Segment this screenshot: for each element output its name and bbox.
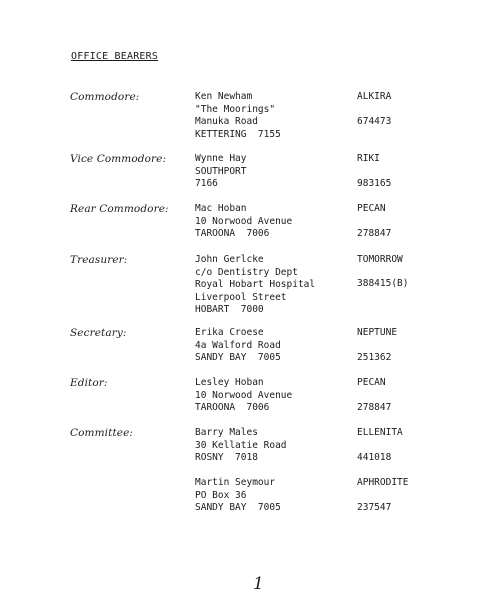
yacht-name: ELLENITA	[357, 427, 403, 438]
address-block	[195, 91, 281, 141]
address-line: SOUTHPORT	[195, 165, 247, 177]
address-line: Wynne Hay	[195, 153, 247, 164]
address-line: Royal Hobart Hospital	[195, 279, 316, 290]
address-line: ROSNY 7018	[195, 452, 258, 463]
phone-number: 237547	[357, 502, 392, 513]
yacht-name: PECAN	[357, 377, 386, 388]
phone-number: 441018	[357, 452, 392, 463]
address-line: "The Moorings"	[195, 103, 276, 115]
phone-number: 251362	[357, 352, 392, 363]
address-line: 30 Kellatie Road	[195, 439, 287, 451]
page-heading: OFFICE BEARERS	[71, 51, 159, 62]
yacht-name: NEPTUNE	[357, 327, 398, 338]
address-line: PO Box 36	[195, 489, 247, 501]
address-line: 4a Walford Road	[195, 339, 281, 351]
address-line: SANDY BAY 7005	[195, 352, 281, 363]
phone-number: 983165	[357, 178, 392, 189]
address-line: Ken Newham	[195, 91, 253, 102]
address-line: SANDY BAY 7005	[195, 502, 281, 513]
address-block	[195, 477, 281, 515]
role-label: Editor:	[70, 377, 108, 389]
phone-number: 278847	[357, 402, 392, 413]
page-number: 1	[253, 574, 264, 594]
address-line: 7166	[195, 178, 218, 189]
role-label: Rear Commodore:	[70, 203, 169, 215]
address-line: Lesley Hoban	[195, 377, 264, 388]
address-line: KETTERING 7155	[195, 128, 281, 140]
yacht-name: PECAN	[357, 203, 386, 214]
role-label: Commodore:	[70, 91, 140, 103]
address-line: Barry Males	[195, 427, 258, 438]
role-label: Committee:	[70, 427, 134, 439]
address-line: Manuka Road	[195, 116, 258, 127]
yacht-name: APHRODITE	[357, 477, 409, 488]
phone-number: 674473	[357, 116, 392, 127]
address-line: HOBART 7000	[195, 304, 264, 315]
yacht-name: TOMORROW	[357, 254, 403, 265]
address-line: TAROONA 7006	[195, 402, 270, 413]
address-block	[195, 153, 246, 191]
address-block	[195, 203, 292, 241]
address-block	[195, 327, 281, 365]
role-label: Secretary:	[70, 327, 127, 339]
address-line: c/o Dentistry Dept	[195, 266, 298, 278]
yacht-name: RIKI	[357, 153, 380, 164]
phone-number: 278847	[357, 228, 392, 239]
address-line: John Gerlcke	[195, 254, 264, 265]
role-label: Vice Commodore:	[70, 153, 167, 165]
address-block	[195, 427, 287, 465]
address-line: 10 Norwood Avenue	[195, 389, 293, 401]
address-line: Mac Hoban	[195, 203, 247, 214]
address-block	[195, 254, 315, 317]
role-label: Treasurer:	[70, 254, 128, 266]
address-line: Erika Croese	[195, 327, 264, 338]
address-line: 10 Norwood Avenue	[195, 215, 293, 227]
phone-number: 388415(B)	[357, 278, 409, 289]
address-block	[195, 377, 292, 415]
address-line: TAROONA 7006	[195, 228, 270, 239]
yacht-name: ALKIRA	[357, 91, 392, 102]
address-line: Martin Seymour	[195, 477, 276, 488]
address-line: Liverpool Street	[195, 291, 287, 303]
